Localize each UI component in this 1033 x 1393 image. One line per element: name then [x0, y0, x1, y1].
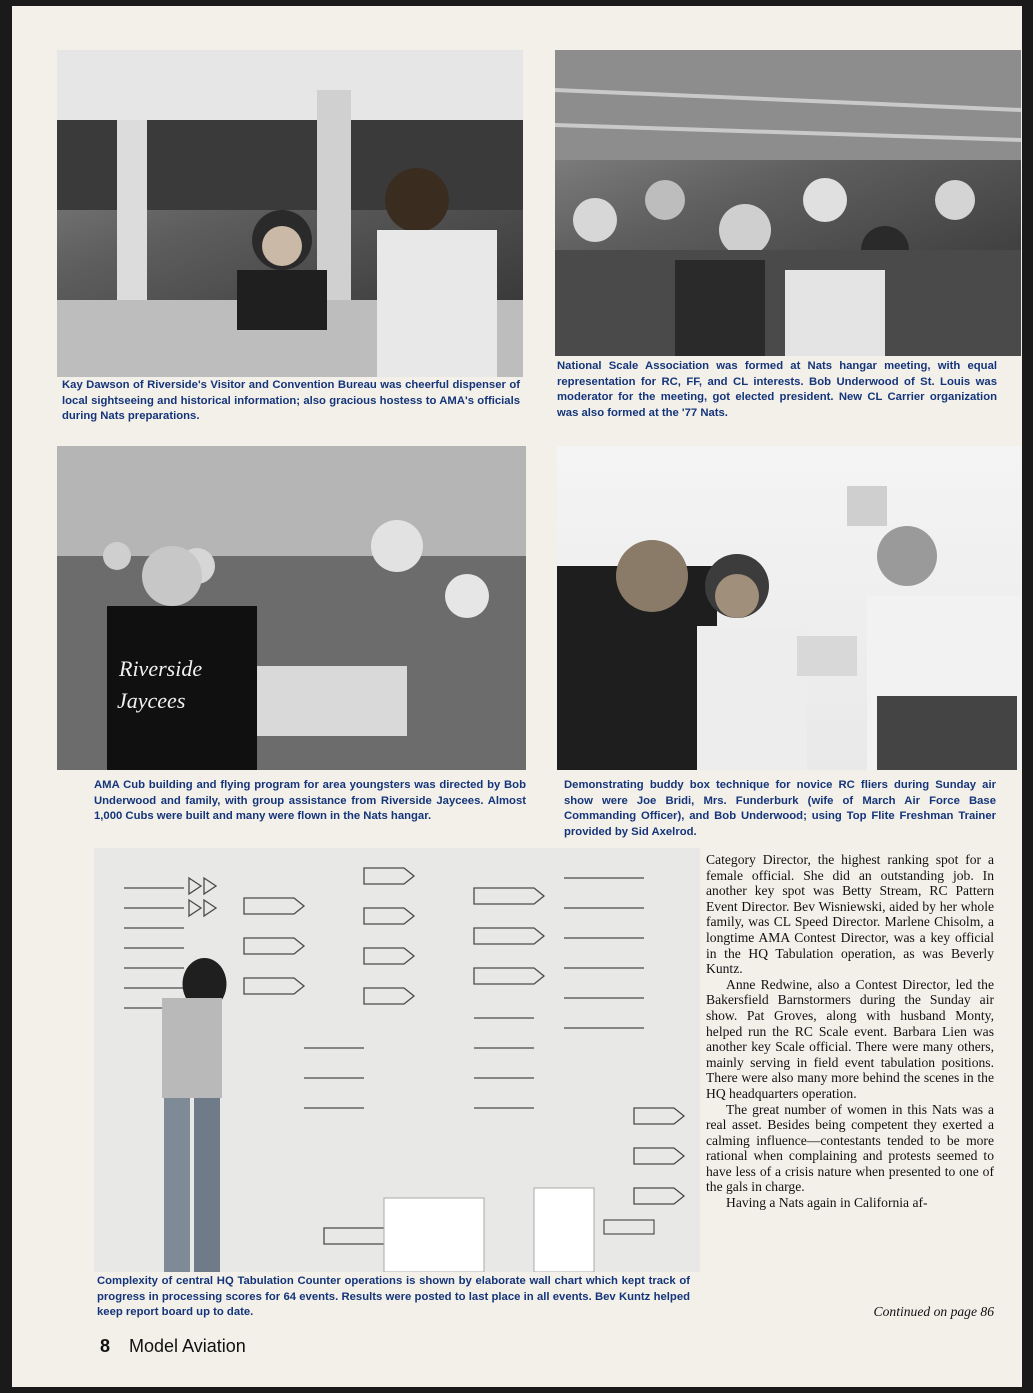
jacket-text-jaycees: Jaycees [117, 688, 186, 713]
page-number: 8 [100, 1336, 111, 1356]
article-body [706, 852, 994, 1211]
caption-buddy-box: Demonstrating buddy box technique for novice RC fliers during Sunday air show were Joe Bridi, Mrs. Funderburk (wife of March Air Force Base Commanding Officer), and Bob Underwood; using Top Flite Freshman Trainer provided by Sid Axelrod. [564, 779, 996, 838]
caption-cub-building: AMA Cub building and flying program for area youngsters was directed by Bob Underwood and family, with group assistance from Riverside Jaycees. Almost 1,000 Cubs were built and many were flown in the Nats hangar. [94, 779, 526, 823]
continued-link[interactable]: Continued on page 86 [873, 1304, 994, 1319]
article-paragraph: The great number of women in this Nats was a real asset. Besides being competent they exerted a calming influence—contestants tended to be more rational when complaining and protests seemed to have less of a crisis nature when presented to one of the gals in charge. [706, 1101, 994, 1195]
photo-buddy-box-demo [557, 446, 1021, 770]
photo-cub-building-program [57, 446, 526, 770]
magazine-title: Model Aviation [129, 1336, 246, 1356]
caption-tabulation-chart: Complexity of central HQ Tabulation Counter operations is shown by elaborate wall chart which kept track of progress in processing scores for 64 events. Results were posted to last place in all events. Bev Kuntz helped keep report board up to date. [97, 1275, 690, 1319]
caption-visitor-bureau: Kay Dawson of Riverside's Visitor and Convention Bureau was cheerful dispenser of local sightseeing and historical information; also gracious hostess to AMA's officials during Nats preparations. [62, 379, 520, 423]
article-paragraph: Having a Nats again in California af- [726, 1195, 928, 1211]
jacket-text-riverside: Riverside [119, 656, 203, 681]
page-footer [100, 1336, 246, 1357]
magazine-page [12, 6, 1022, 1387]
caption-scale-association: National Scale Association was formed at Nats hangar meeting, with equal representation for RC, FF, and CL interests. Bob Underwood of St. Louis was moderator for the meeting, got elected president. New CL Carrier organization was also formed at the '77 Nats. [557, 360, 997, 419]
article-paragraph: Anne Redwine, also a Contest Director, led the Bakersfield Barnstormers during the Sunday air show. Pat Groves, along with husband Monty, helped run the RC Scale event. Barbara Lien was another key Scale official. There were many others, mainly serving in field event tabulation positions. There were also many more behind the scenes in the HQ headquarters operation. [706, 976, 994, 1101]
photo-visitor-bureau [57, 50, 523, 377]
photo-scale-association-meeting [555, 50, 1021, 356]
article-paragraph: Category Director, the highest ranking spot for a female official. She did an outstanding job. In another key spot was Betty Stream, RC Pattern Event Director. Bev Wisniewski, aided by her whole family, was CL Speed Director. Marlene Chisolm, a longtime AMA Contest Director, was a key official in the HQ Tabulation operation, as was Beverly Kuntz. [706, 852, 994, 977]
photo-tabulation-wall-chart [94, 848, 700, 1272]
